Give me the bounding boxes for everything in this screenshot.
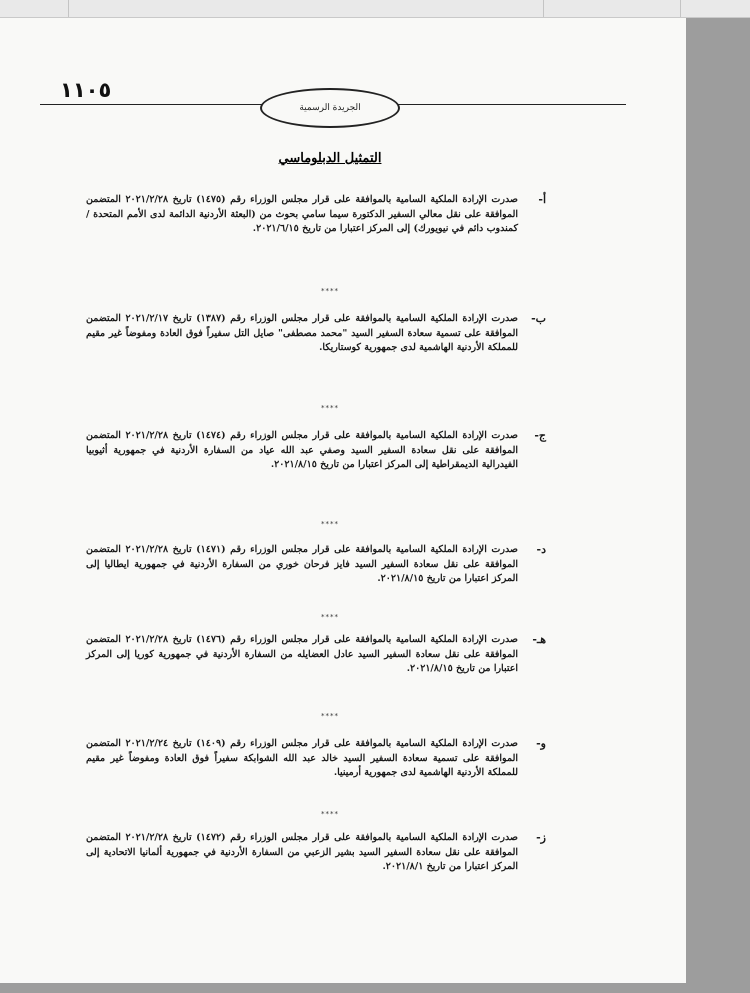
item-marker-d: د- [536, 543, 546, 556]
separator: **** [321, 712, 339, 720]
paragraph-c: صدرت الإرادة الملكية السامية بالموافقة على قرار مجلس الوزراء رقم (١٤٧٤) تاريخ ٢٠٢١/٢/٢٨ المتضمن الموافقة على نقل سعادة السفير السيد وصفي عبد الله عياد من السفارة الأردنية في جمهورية أثيوبيا الفيدرالية الديمقراطية إلى المركز اعتبارا من تاريخ ٢٠٢١/٨/١٥. [86, 430, 519, 470]
paragraph-d: صدرت الإرادة الملكية السامية بالموافقة على قرار مجلس الوزراء رقم (١٤٧١) تاريخ ٢٠٢١/٢/٢٨ المتضمن الموافقة على نقل سعادة السفير السيد فايز فرحان خوري من السفارة الأردنية في جمهورية ايطاليا إلى المركز اعتبارا من تاريخ ٢٠٢١/٨/١٥. [86, 544, 519, 584]
document-page [0, 18, 686, 983]
section-heading [0, 151, 660, 166]
toolbar-segment[interactable] [544, 0, 681, 17]
separator: **** [321, 613, 339, 621]
toolbar-segment[interactable] [69, 0, 544, 17]
item-marker-e: هـ- [532, 633, 546, 646]
page-number: ١١٠٥ [60, 78, 112, 102]
section-heading-text: التمثيل الدبلوماسي [278, 151, 382, 166]
paragraph-f: صدرت الإرادة الملكية السامية بالموافقة على قرار مجلس الوزراء رقم (١٤٠٩) تاريخ ٢٠٢١/٢/٢٤ المتضمن الموافقة على تسمية سعادة السفير السيد خالد عبد الله الشوابكة سفيراً فوق العادة ومفوضاً غير مقيم للمملكة الأردنية الهاشمية لدى جمهورية أرمينيا. [86, 738, 519, 778]
gazette-label: الجريدة الرسمية [260, 88, 400, 128]
item-marker-a: أ- [538, 193, 546, 206]
toolbar-segment[interactable] [0, 0, 69, 17]
separator: **** [321, 810, 339, 818]
paragraph-b: صدرت الإرادة الملكية السامية بالموافقة على قرار مجلس الوزراء رقم (١٣٨٧) تاريخ ٢٠٢١/٢/١٧ المتضمن الموافقة على تسمية سعادة السفير السيد "محمد مصطفى" صايل التل سفيراً فوق العادة ومفوضاً غير مقيم للمملكة الأردنية الهاشمية لدى جمهورية كوستاريكا. [86, 313, 519, 353]
viewer-toolbar [0, 0, 750, 18]
item-marker-c: ج- [534, 429, 546, 442]
item-marker-f: و- [536, 737, 546, 750]
item-marker-g: ز- [536, 831, 546, 844]
separator: **** [321, 520, 339, 528]
paragraph-e: صدرت الإرادة الملكية السامية بالموافقة على قرار مجلس الوزراء رقم (١٤٧٦) تاريخ ٢٠٢١/٢/٢٨ المتضمن الموافقة على نقل سعادة السفير السيد عادل العضايله من السفارة الأردنية في جمهورية كوريا إلى المركز اعتبارا من تاريخ ٢٠٢١/٨/١٥. [86, 634, 519, 674]
paragraph-g: صدرت الإرادة الملكية السامية بالموافقة على قرار مجلس الوزراء رقم (١٤٧٢) تاريخ ٢٠٢١/٢/٢٨ المتضمن الموافقة على نقل سعادة السفير السيد بشير الزعبي من السفارة الأردنية في جمهورية ألمانيا الاتحادية إلى المركز اعتبارا من تاريخ ٢٠٢١/٨/١. [86, 832, 519, 872]
paragraph-a: صدرت الإرادة الملكية السامية بالموافقة على قرار مجلس الوزراء رقم (١٤٧٥) تاريخ ٢٠٢١/٢/٢٨ المتضمن الموافقة على نقل معالي السفير الدكتورة سيما سامي بحوث من (البعثة الأردنية الدائمة لدى الأمم المتحدة / كمندوب دائم في نيويورك) إلى المركز اعتبارا من تاريخ ٢٠٢١/٦/١٥. [86, 194, 519, 234]
item-marker-b: ب- [531, 312, 546, 325]
separator: **** [321, 404, 339, 412]
separator: **** [321, 287, 339, 295]
